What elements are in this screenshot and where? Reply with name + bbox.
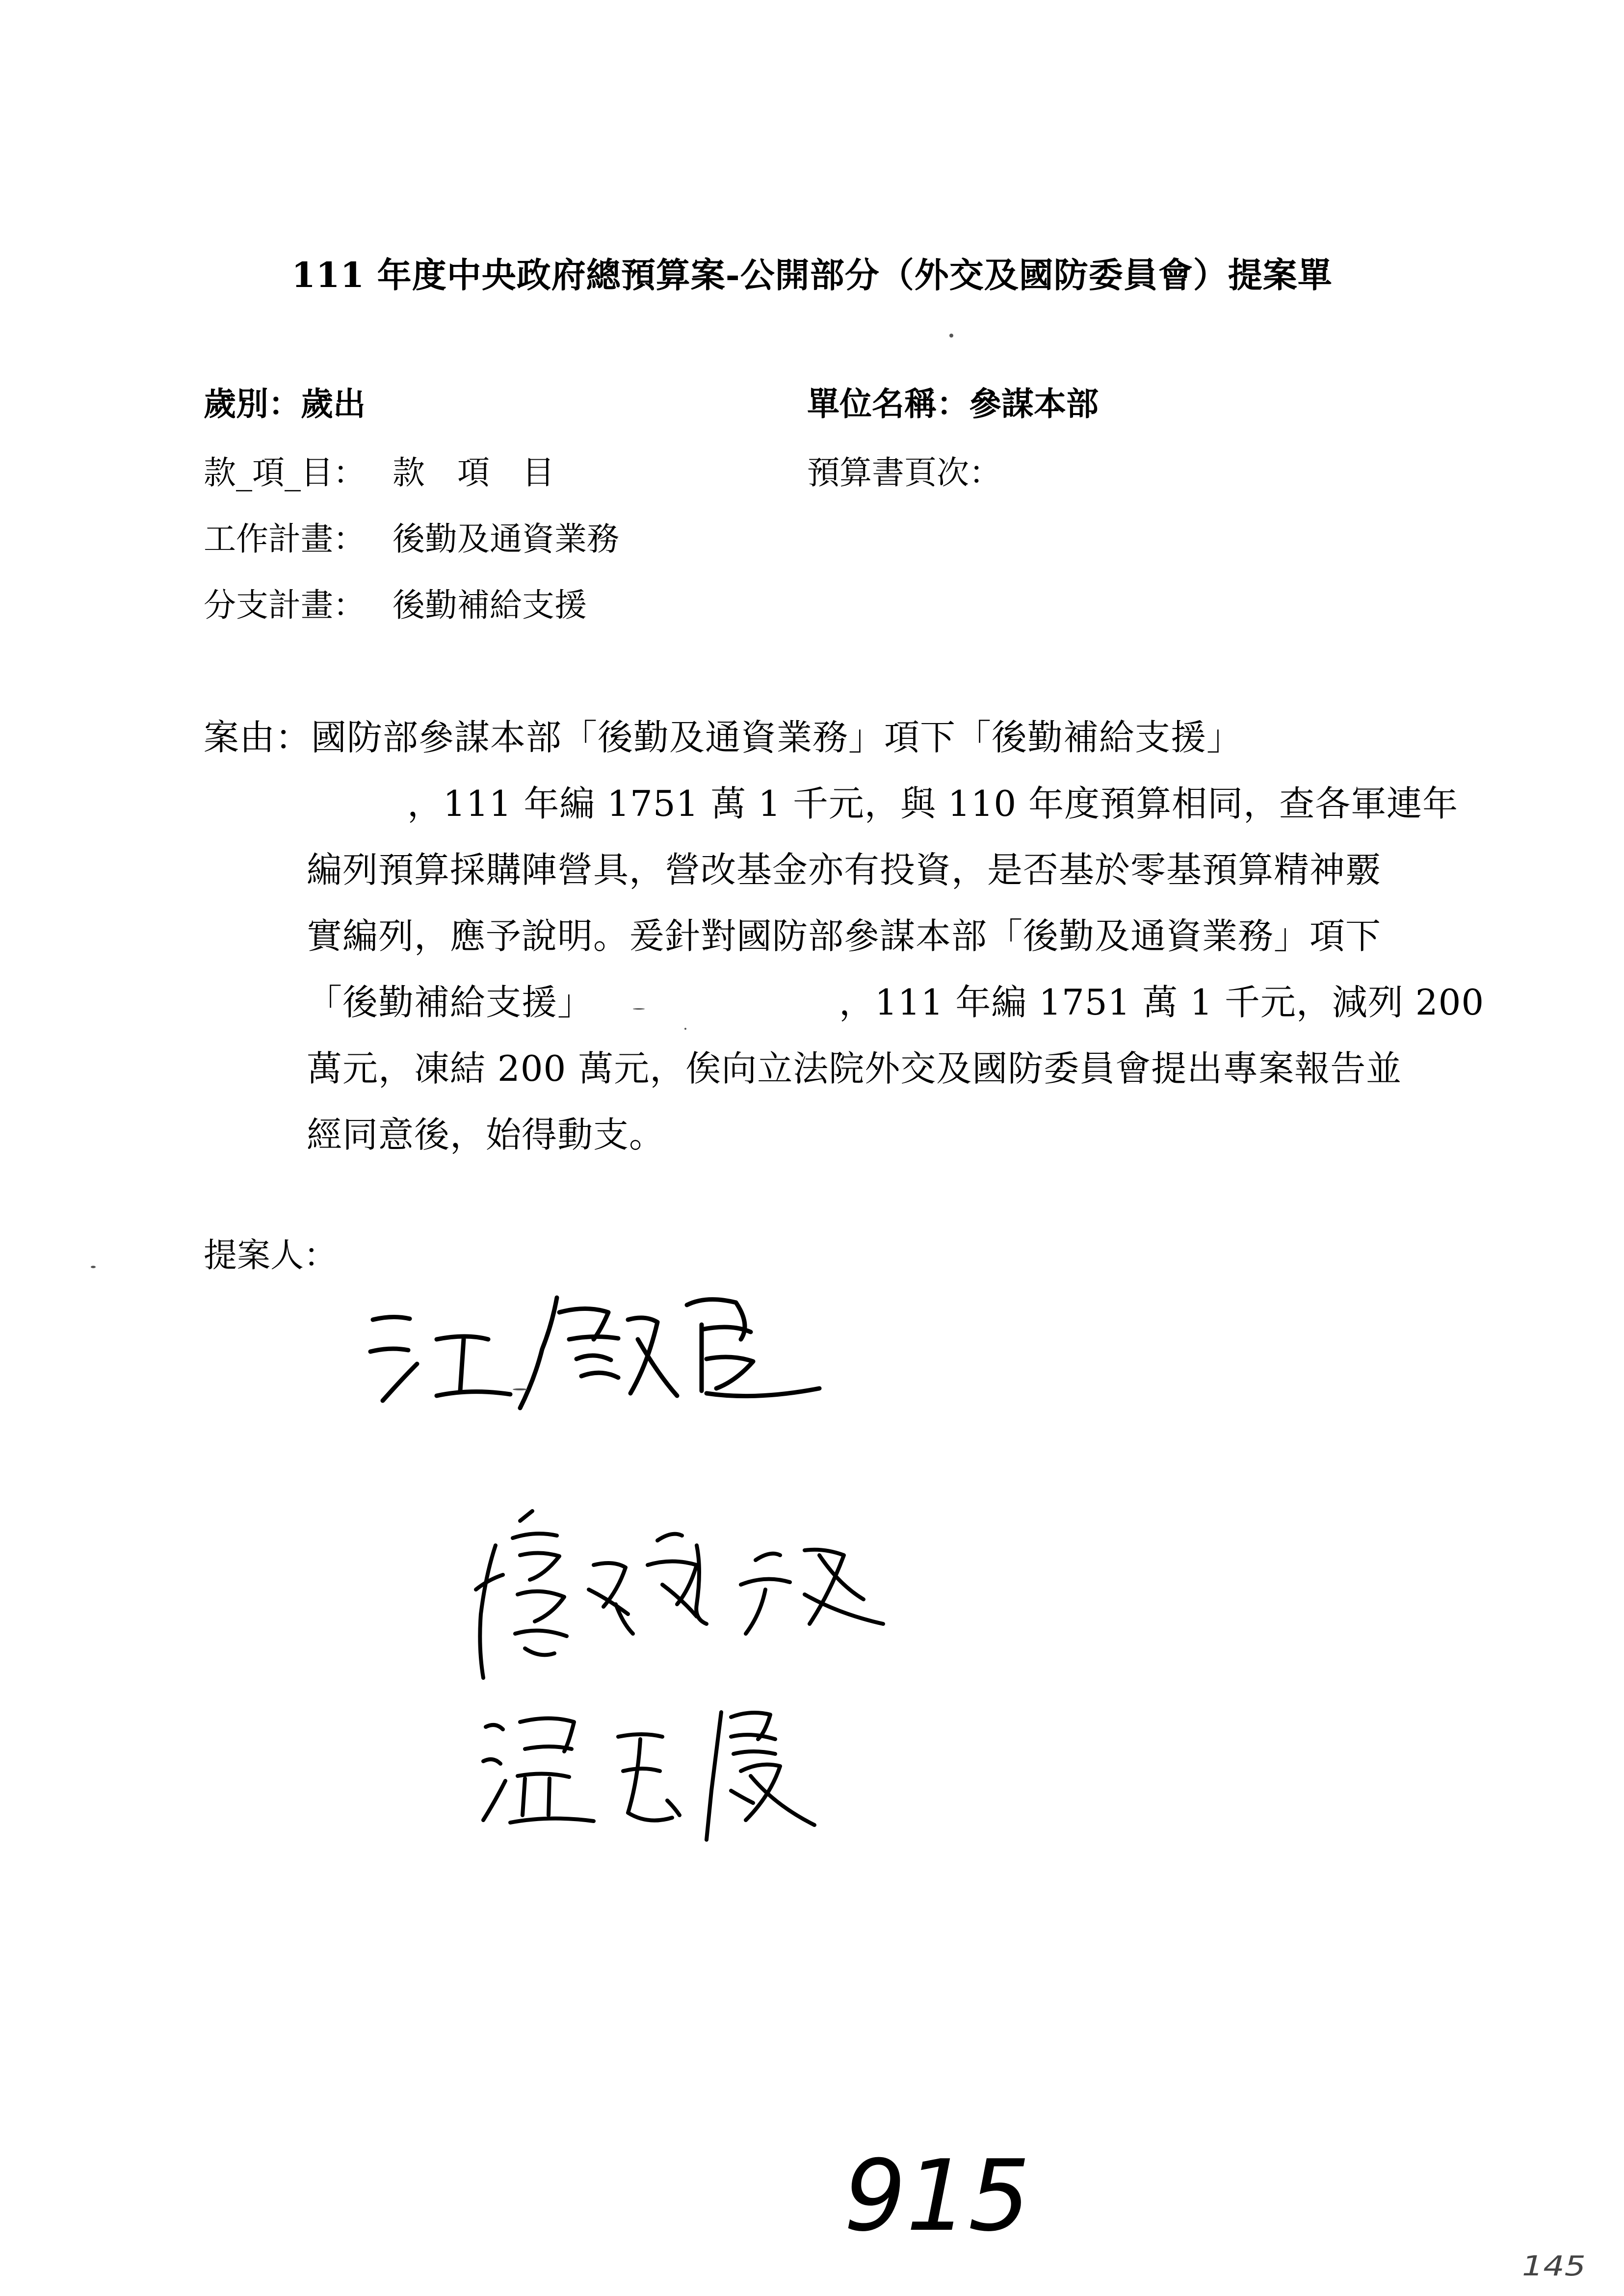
handwritten-page-number [834, 2129, 1050, 2252]
reason-line-7: 經同意後，始得動支。 [307, 1114, 665, 1155]
scan-speck [633, 1008, 645, 1010]
unit-label: 單位名稱： [807, 385, 969, 423]
corner-page-number-text: 145 [1522, 2250, 1586, 2281]
plan-field [204, 513, 619, 559]
category-label: 歲別： [204, 385, 301, 423]
reason-line-2: ，111 年編 1751 萬 1 千元，與 110 年度預算相同，查各軍連年 [407, 783, 1459, 824]
plan-value: 後勤及通資業務 [393, 520, 619, 558]
reason-line-3: 編列預算採購陣營具，營改基金亦有投資，是否基於零基預算精神覈 [307, 849, 1382, 890]
page-number-field [807, 446, 1001, 493]
subplan-label: 分支計畫： [204, 586, 366, 624]
signature-1 [363, 1266, 844, 1433]
handwritten-page-number-text: 915 [844, 2139, 1030, 2252]
reason-line-6: 萬元，凍結 200 萬元，俟向立法院外交及國防委員會提出專案報告並 [307, 1048, 1402, 1089]
scan-speck [949, 334, 953, 338]
reason-line-5a: 「後勤補給支援」 [307, 982, 594, 1023]
document-title: 111 年度中央政府總預算案-公開部分（外交及國防委員會）提案單 [291, 255, 1333, 295]
reason-line-4: 實編列，應予說明。爰針對國防部參謀本部「後勤及通資業務」項下 [307, 915, 1382, 957]
signature-2 [466, 1501, 898, 1688]
item-value: 款 項 目 [393, 454, 554, 492]
item-label: 款_項_目： [204, 454, 366, 492]
category-field [204, 378, 366, 424]
unit-field [807, 378, 1099, 424]
page-number-label: 預算書頁次： [807, 454, 1001, 492]
signature-3 [476, 1693, 849, 1850]
category-value: 歲出 [301, 385, 366, 423]
scan-speck [91, 1266, 96, 1268]
scan-speck [684, 1028, 686, 1030]
item-field [204, 446, 554, 493]
scan-speck [513, 1388, 527, 1390]
plan-label: 工作計畫： [204, 520, 366, 558]
subplan-field [204, 579, 587, 626]
reason-line-1: 案由：國防部參謀本部「後勤及通資業務」項下「後勤補給支援」 [204, 717, 1243, 758]
reason-line-5b: ，111 年編 1751 萬 1 千元，減列 200 [839, 982, 1485, 1023]
corner-page-number [1521, 2247, 1590, 2281]
unit-value: 參謀本部 [969, 385, 1099, 423]
proposer-label: 提案人： [204, 1236, 338, 1275]
subplan-value: 後勤補給支援 [393, 586, 587, 624]
